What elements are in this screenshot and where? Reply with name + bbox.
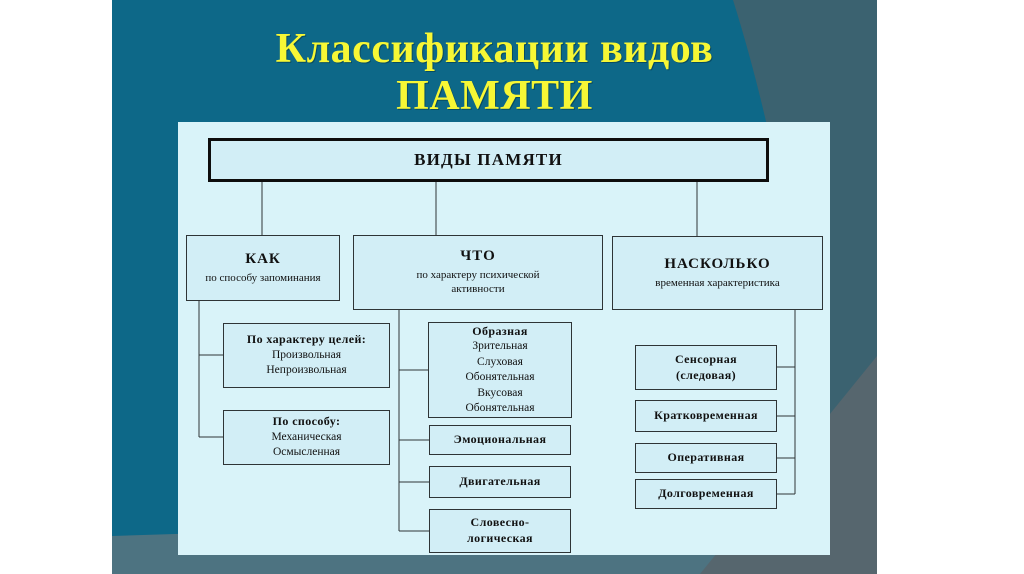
- node-title: Оперативная: [667, 450, 745, 465]
- slide-title: [112, 26, 877, 120]
- node-item: Вкусовая: [477, 386, 523, 399]
- node-title: Долговременная: [658, 486, 754, 501]
- node-item: Слуховая: [477, 355, 523, 368]
- slide: [112, 0, 877, 574]
- node-po-harakteru-celey: [223, 323, 390, 388]
- branch-subtitle: по способу запоминания: [205, 271, 321, 284]
- node-dvigatelnaya: [429, 466, 571, 498]
- node-item: Обонятельная: [465, 371, 535, 384]
- node-dolgovremennaya: [635, 479, 777, 509]
- branch-header-naskolko: [612, 236, 823, 310]
- title-line-1: Классификации видов: [275, 26, 714, 72]
- root-box: [208, 138, 769, 182]
- node-title: Сенсорная: [674, 351, 738, 366]
- root-label: ВИДЫ ПАМЯТИ: [414, 150, 563, 169]
- branch-connectors-kak: [199, 301, 223, 437]
- node-title: По характеру целей:: [246, 332, 367, 347]
- node-po-sposobu: [223, 410, 390, 465]
- node-item: Непроизвольная: [266, 364, 347, 377]
- root-connectors: [262, 182, 697, 236]
- node-title-line2: (следовая): [676, 367, 736, 382]
- branch-subtitle: по характеру психической активности: [416, 269, 540, 295]
- node-item: Зрительная: [472, 340, 528, 353]
- branch-header-kak: [186, 235, 340, 301]
- node-title: Кратковременная: [654, 408, 758, 423]
- node-item: Механическая: [271, 430, 342, 443]
- node-item: Обонятельная: [465, 401, 535, 414]
- branch-connectors-chto: [399, 310, 429, 531]
- node-obraznaya: [428, 322, 572, 418]
- branch-header-chto: [353, 235, 603, 310]
- title-line-2: ПАМЯТИ: [396, 73, 593, 120]
- node-title: Словесно-: [470, 515, 530, 530]
- node-title: Двигательная: [459, 474, 541, 489]
- node-title: Эмоциональная: [453, 432, 547, 447]
- node-operativnaya: [635, 443, 777, 473]
- node-slovesno-logicheskaya: [429, 509, 571, 553]
- branch-title: ЧТО: [460, 248, 496, 265]
- node-title: По способу:: [272, 414, 341, 429]
- node-sensornaya: [635, 345, 777, 390]
- node-title-line2: логическая: [467, 531, 533, 545]
- node-item: Произвольная: [272, 348, 341, 361]
- diagram-panel: [178, 122, 830, 555]
- node-item: Осмысленная: [272, 446, 341, 459]
- branch-title: НАСКОЛЬКО: [664, 255, 771, 272]
- branch-title: КАК: [245, 250, 281, 267]
- branch-connectors-naskolko: [777, 310, 795, 494]
- node-emocionalnaya: [429, 425, 571, 455]
- branch-subtitle: временная характеристика: [655, 276, 780, 289]
- node-title: Образная: [472, 323, 528, 338]
- node-kratkovremennaya: [635, 400, 777, 432]
